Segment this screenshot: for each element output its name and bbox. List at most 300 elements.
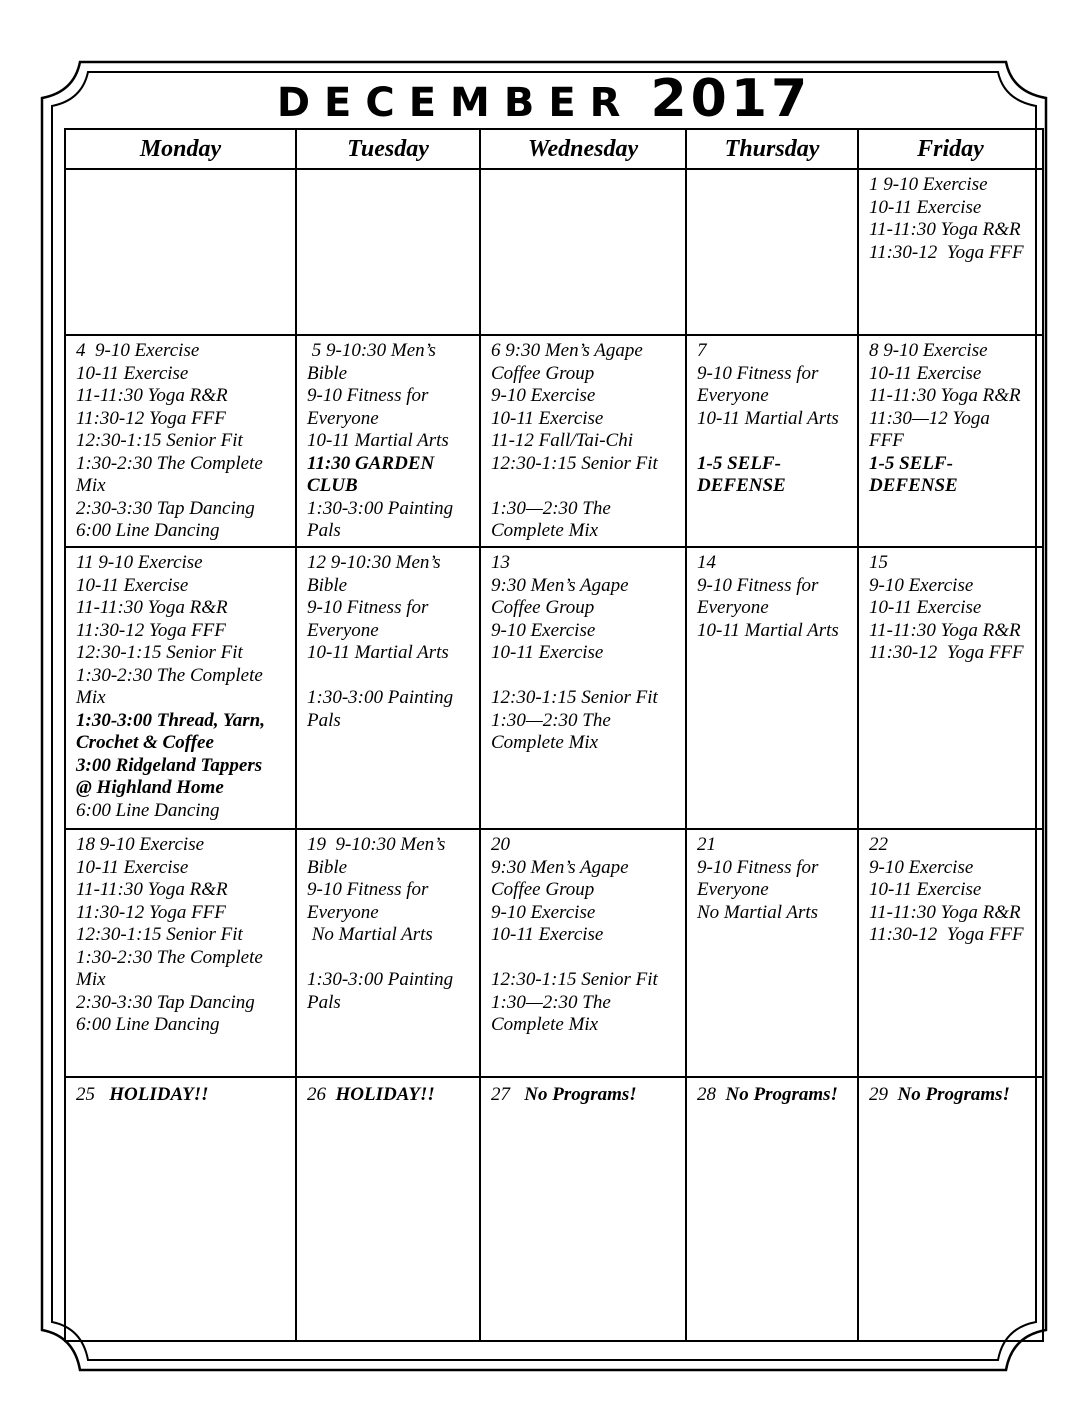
event-line — [76, 879, 289, 902]
event-line — [76, 408, 289, 431]
event-text: 8 9-10 Exercise — [869, 340, 988, 361]
day-cell — [858, 829, 1043, 1077]
event-line — [697, 408, 851, 431]
day-cell-content — [859, 1078, 1042, 1107]
event-line — [76, 834, 289, 857]
event-text: 9-10 Exercise — [869, 574, 974, 596]
event-line — [76, 732, 289, 755]
event-text: 5 9-10:30 Men’s — [307, 340, 436, 361]
event-text: 10-11 Exercise — [491, 642, 604, 663]
event-text: 1:30—2:30 The — [491, 709, 611, 731]
event-text: Crochet & Coffee — [76, 732, 214, 753]
event-line — [307, 642, 473, 665]
day-cell — [858, 1077, 1043, 1341]
event-text: 10-11 Exercise — [869, 597, 982, 618]
event-line — [307, 687, 473, 710]
week-row — [65, 829, 1043, 1077]
event-line — [76, 620, 289, 643]
event-line — [491, 575, 679, 598]
event-line — [869, 902, 1036, 925]
day-cell-content — [481, 830, 685, 1037]
event-text: 10-11 Exercise — [76, 856, 189, 878]
event-text: 12:30-1:15 Senior Fit — [491, 687, 658, 708]
day-cell-content — [687, 170, 857, 174]
event-line — [697, 597, 851, 620]
event-line — [869, 242, 1036, 265]
event-line — [76, 924, 289, 947]
day-cell-content — [481, 1078, 685, 1107]
calendar-grid — [64, 128, 1044, 1342]
day-cell — [480, 335, 686, 547]
event-line — [307, 385, 473, 408]
event-text: 6:00 Line Dancing — [76, 799, 220, 821]
event-text: 21 — [697, 834, 716, 855]
event-text: 2:30-3:30 Tap Dancing — [76, 497, 255, 519]
day-cell-content — [297, 548, 479, 732]
event-text: 9-10 Exercise — [869, 856, 974, 878]
header-wednesday: Wednesday — [480, 129, 686, 169]
event-line — [697, 340, 851, 363]
event-text: 1:30-2:30 The Complete — [76, 664, 263, 686]
event-text: 11:30-12 Yoga FFF — [869, 241, 1024, 263]
event-line — [697, 1084, 851, 1107]
event-text: Coffee Group — [491, 362, 595, 384]
event-line — [76, 902, 289, 925]
day-cell-content — [859, 336, 1042, 498]
event-text: @ Highland Home — [76, 777, 224, 798]
event-text: 1:30-2:30 The Complete — [76, 946, 263, 968]
day-cell — [65, 829, 296, 1077]
event-line — [869, 1084, 1036, 1107]
event-line — [869, 408, 1036, 431]
event-line — [697, 834, 851, 857]
event-line — [307, 969, 473, 992]
event-text: 11:30—12 Yoga — [869, 407, 990, 429]
event-text: 12:30-1:15 Senior Fit — [76, 924, 243, 945]
event-line — [307, 902, 473, 925]
event-text: 11-12 Fall/Tai-Chi — [491, 430, 633, 451]
event-line — [869, 924, 1036, 947]
day-cell — [296, 169, 480, 335]
event-text: 1:30-3:00 Painting — [307, 687, 454, 708]
event-line — [869, 174, 1036, 197]
event-text: Mix — [76, 969, 106, 990]
event-line — [491, 834, 679, 857]
event-line — [307, 879, 473, 902]
event-line — [491, 520, 679, 543]
event-line — [76, 363, 289, 386]
day-cell-content — [859, 548, 1042, 665]
event-text: 28 — [697, 1084, 726, 1105]
event-line — [76, 947, 289, 970]
event-line — [307, 408, 473, 431]
day-cell — [686, 547, 858, 829]
event-line — [869, 552, 1036, 575]
day-cell-content — [687, 830, 857, 924]
event-text: FFF — [869, 430, 904, 451]
event-note: No Programs! — [524, 1084, 637, 1105]
event-line — [491, 430, 679, 453]
event-line — [307, 665, 473, 688]
event-line — [491, 992, 679, 1015]
event-text: Everyone — [307, 901, 379, 923]
day-cell — [296, 1077, 480, 1341]
event-text: 10-11 Martial Arts — [307, 642, 449, 663]
event-line — [491, 710, 679, 733]
event-text: 9-10 Fitness for — [697, 856, 819, 878]
event-line — [697, 620, 851, 643]
event-line — [697, 902, 851, 925]
event-line — [76, 498, 289, 521]
event-text: 1:30-3:00 Thread, Yarn, — [76, 709, 265, 731]
event-line — [491, 453, 679, 476]
event-text: 1:30—2:30 The — [491, 991, 611, 1013]
day-cell — [296, 829, 480, 1077]
day-cell-content — [66, 170, 295, 174]
day-cell — [296, 547, 480, 829]
event-text: 10-11 Exercise — [76, 574, 189, 596]
event-line — [307, 575, 473, 598]
event-note: HOLIDAY!! — [109, 1084, 209, 1105]
event-text: 15 — [869, 552, 888, 573]
event-line — [697, 430, 851, 453]
event-text: 25 — [76, 1084, 110, 1105]
event-text: 10-11 Exercise — [869, 879, 982, 900]
event-line — [76, 385, 289, 408]
day-cell — [65, 547, 296, 829]
event-line — [307, 475, 473, 498]
event-text: 10-11 Exercise — [76, 362, 189, 384]
event-text: 9-10 Exercise — [491, 901, 596, 923]
event-text: 10-11 Martial Arts — [307, 430, 449, 451]
event-text: Pals — [307, 991, 341, 1013]
event-line — [307, 453, 473, 476]
event-text: 9-10 Fitness for — [697, 362, 819, 384]
event-note: No Programs! — [897, 1084, 1010, 1105]
event-line — [307, 340, 473, 363]
event-text: 11:30 GARDEN — [307, 452, 435, 474]
event-text: 9-10 Exercise — [491, 385, 596, 406]
event-line — [491, 642, 679, 665]
event-line — [76, 430, 289, 453]
event-text: 11:30-12 Yoga FFF — [869, 642, 1024, 663]
event-line — [869, 197, 1036, 220]
event-text: 9-10 Fitness for — [307, 597, 429, 618]
event-line — [76, 1014, 289, 1037]
event-text: 11-11:30 Yoga R&R — [869, 619, 1021, 641]
event-text: 10-11 Martial Arts — [697, 619, 839, 641]
event-line — [491, 475, 679, 498]
event-text: 11:30-12 Yoga FFF — [76, 901, 226, 923]
event-line — [491, 1014, 679, 1037]
event-line — [697, 363, 851, 386]
day-cell-content — [687, 548, 857, 642]
day-cell — [858, 335, 1043, 547]
day-cell-content — [481, 548, 685, 755]
event-text: Coffee Group — [491, 597, 595, 618]
event-line — [491, 498, 679, 521]
day-cell-content — [66, 336, 295, 543]
event-line — [307, 430, 473, 453]
event-line — [76, 687, 289, 710]
event-line — [76, 520, 289, 543]
header-friday: Friday — [858, 129, 1043, 169]
event-text: 2:30-3:30 Tap Dancing — [76, 991, 255, 1013]
event-text: 11-11:30 Yoga R&R — [869, 219, 1021, 240]
event-line — [869, 475, 1036, 498]
event-text: Bible — [307, 574, 348, 596]
event-line — [491, 732, 679, 755]
day-cell — [296, 335, 480, 547]
day-cell-content — [297, 1078, 479, 1107]
event-line — [76, 340, 289, 363]
event-text: No Martial Arts — [697, 901, 819, 923]
event-text: Bible — [307, 856, 348, 878]
day-cell — [480, 169, 686, 335]
event-text: 9-10 Exercise — [491, 619, 596, 641]
event-text: 12:30-1:15 Senior Fit — [76, 430, 243, 451]
event-line — [491, 1084, 679, 1107]
event-line — [869, 879, 1036, 902]
event-text: DEFENSE — [869, 475, 958, 496]
event-line — [76, 992, 289, 1015]
event-line — [76, 857, 289, 880]
event-text: 26 — [307, 1084, 336, 1105]
event-text: Pals — [307, 520, 341, 541]
event-text: 12:30-1:15 Senior Fit — [491, 969, 658, 990]
event-line — [697, 879, 851, 902]
day-cell — [65, 1077, 296, 1341]
event-line — [869, 385, 1036, 408]
event-text: 27 — [491, 1084, 525, 1105]
week-row — [65, 335, 1043, 547]
event-text: CLUB — [307, 475, 358, 496]
event-line — [307, 552, 473, 575]
event-line — [491, 340, 679, 363]
event-line — [491, 947, 679, 970]
day-cell-content — [481, 170, 685, 174]
event-text: 10-11 Exercise — [869, 362, 982, 384]
event-line — [491, 597, 679, 620]
event-line — [76, 475, 289, 498]
event-line — [869, 597, 1036, 620]
day-cell — [686, 829, 858, 1077]
day-cell-content — [859, 170, 1042, 264]
event-text: Complete Mix — [491, 1014, 599, 1035]
event-text: 10-11 Exercise — [869, 196, 982, 218]
event-text: 11:30-12 Yoga FFF — [869, 924, 1024, 945]
event-text: Mix — [76, 687, 106, 708]
event-text: DEFENSE — [697, 475, 786, 496]
event-line — [491, 408, 679, 431]
event-text: 1:30-3:00 Painting — [307, 497, 454, 519]
event-note: No Programs! — [725, 1084, 838, 1105]
event-text: 12 9-10:30 Men’s — [307, 552, 441, 573]
event-line — [307, 620, 473, 643]
event-line — [491, 620, 679, 643]
event-line — [307, 498, 473, 521]
day-cell-content — [481, 336, 685, 543]
day-cell-content — [297, 336, 479, 543]
event-text: Everyone — [697, 879, 769, 900]
event-line — [307, 924, 473, 947]
event-text: 1 9-10 Exercise — [869, 174, 988, 195]
event-text: Bible — [307, 362, 348, 384]
day-cell — [480, 829, 686, 1077]
event-line — [491, 924, 679, 947]
event-text: 9:30 Men’s Agape — [491, 574, 629, 596]
event-line — [491, 902, 679, 925]
week-row — [65, 547, 1043, 829]
event-text: 14 — [697, 552, 716, 573]
event-text: Everyone — [307, 619, 379, 641]
event-text: Coffee Group — [491, 879, 595, 900]
event-line — [76, 1084, 289, 1107]
event-text: No Martial Arts — [307, 924, 433, 945]
event-text: 1-5 SELF- — [697, 452, 781, 474]
event-line — [869, 363, 1036, 386]
event-line — [869, 430, 1036, 453]
event-text: Everyone — [307, 407, 379, 429]
event-text: 11:30-12 Yoga FFF — [76, 619, 226, 641]
event-text: 29 — [869, 1084, 898, 1105]
event-line — [491, 857, 679, 880]
day-cell-content — [297, 170, 479, 174]
event-text: 10-11 Exercise — [491, 924, 604, 945]
event-line — [307, 857, 473, 880]
event-line — [491, 879, 679, 902]
title-month: DECEMBER — [276, 80, 635, 126]
event-line — [869, 575, 1036, 598]
event-text: 9-10 Fitness for — [307, 879, 429, 900]
event-text: Everyone — [697, 385, 769, 406]
event-line — [869, 834, 1036, 857]
event-line — [307, 710, 473, 733]
event-line — [491, 687, 679, 710]
event-text: 22 — [869, 834, 888, 855]
title-year: 2017 — [650, 69, 812, 129]
event-text: 19 9-10:30 Men’s — [307, 834, 446, 855]
day-cell — [686, 335, 858, 547]
header-tuesday: Tuesday — [296, 129, 480, 169]
day-cell-content — [66, 830, 295, 1037]
event-line — [76, 800, 289, 823]
event-line — [869, 453, 1036, 476]
event-text: 12:30-1:15 Senior Fit — [491, 452, 658, 474]
week-row — [65, 1077, 1043, 1341]
event-text: 9-10 Fitness for — [697, 574, 819, 596]
event-line — [76, 552, 289, 575]
event-text: 1:30-2:30 The Complete — [76, 452, 263, 474]
event-line — [76, 777, 289, 800]
event-text: 4 9-10 Exercise — [76, 340, 200, 361]
event-line — [307, 834, 473, 857]
event-line — [76, 969, 289, 992]
event-text: 3:00 Ridgeland Tappers — [76, 754, 263, 776]
event-text: 11 9-10 Exercise — [76, 552, 203, 573]
event-line — [491, 969, 679, 992]
event-line — [869, 857, 1036, 880]
event-line — [491, 665, 679, 688]
day-cell-content — [297, 830, 479, 1014]
day-cell-content — [66, 548, 295, 822]
event-text: 10-11 Exercise — [491, 407, 604, 429]
day-cell-content — [687, 336, 857, 498]
event-line — [307, 520, 473, 543]
event-text: 1-5 SELF- — [869, 452, 953, 474]
day-cell-content — [687, 1078, 857, 1107]
event-line — [307, 597, 473, 620]
event-line — [869, 642, 1036, 665]
event-line — [491, 385, 679, 408]
event-line — [76, 597, 289, 620]
event-line — [76, 665, 289, 688]
event-text: Complete Mix — [491, 520, 599, 541]
day-cell — [65, 335, 296, 547]
event-line — [697, 475, 851, 498]
event-text: 9-10 Fitness for — [307, 385, 429, 406]
event-text: 11:30-12 Yoga FFF — [76, 407, 226, 429]
event-text: 11-11:30 Yoga R&R — [76, 597, 228, 618]
event-text: 10-11 Martial Arts — [697, 407, 839, 429]
event-text: 11-11:30 Yoga R&R — [869, 901, 1021, 923]
event-text: Complete Mix — [491, 732, 599, 753]
event-text: 6:00 Line Dancing — [76, 520, 220, 541]
header-monday: Monday — [65, 129, 296, 169]
event-line — [869, 340, 1036, 363]
event-line — [697, 453, 851, 476]
event-text: Everyone — [697, 597, 769, 618]
event-line — [307, 1084, 473, 1107]
event-line — [869, 219, 1036, 242]
event-text: 20 — [491, 834, 510, 855]
event-line — [697, 857, 851, 880]
event-line — [76, 710, 289, 733]
calendar-title — [0, 70, 1088, 132]
event-text: 9:30 Men’s Agape — [491, 856, 629, 878]
event-line — [76, 453, 289, 476]
event-text: Mix — [76, 475, 106, 496]
event-text: 6 9:30 Men’s Agape — [491, 340, 643, 361]
week-row — [65, 169, 1043, 335]
day-cell — [65, 169, 296, 335]
event-text: 13 — [491, 552, 510, 573]
event-line — [697, 552, 851, 575]
event-text: 12:30-1:15 Senior Fit — [76, 642, 243, 663]
event-text: 18 9-10 Exercise — [76, 834, 205, 855]
event-text: 1:30—2:30 The — [491, 497, 611, 519]
day-cell — [686, 1077, 858, 1341]
event-note: HOLIDAY!! — [335, 1084, 435, 1105]
event-line — [491, 552, 679, 575]
event-line — [869, 620, 1036, 643]
event-line — [307, 363, 473, 386]
event-line — [307, 992, 473, 1015]
event-text: 11-11:30 Yoga R&R — [869, 385, 1021, 406]
event-line — [697, 385, 851, 408]
event-line — [307, 947, 473, 970]
day-cell-content — [859, 830, 1042, 947]
event-line — [76, 755, 289, 778]
event-text: 11-11:30 Yoga R&R — [76, 385, 228, 406]
day-cell — [858, 547, 1043, 829]
day-cell — [686, 169, 858, 335]
event-line — [76, 575, 289, 598]
event-text: 1:30-3:00 Painting — [307, 969, 454, 990]
event-text: 11-11:30 Yoga R&R — [76, 879, 228, 900]
day-cell — [480, 1077, 686, 1341]
event-line — [491, 363, 679, 386]
